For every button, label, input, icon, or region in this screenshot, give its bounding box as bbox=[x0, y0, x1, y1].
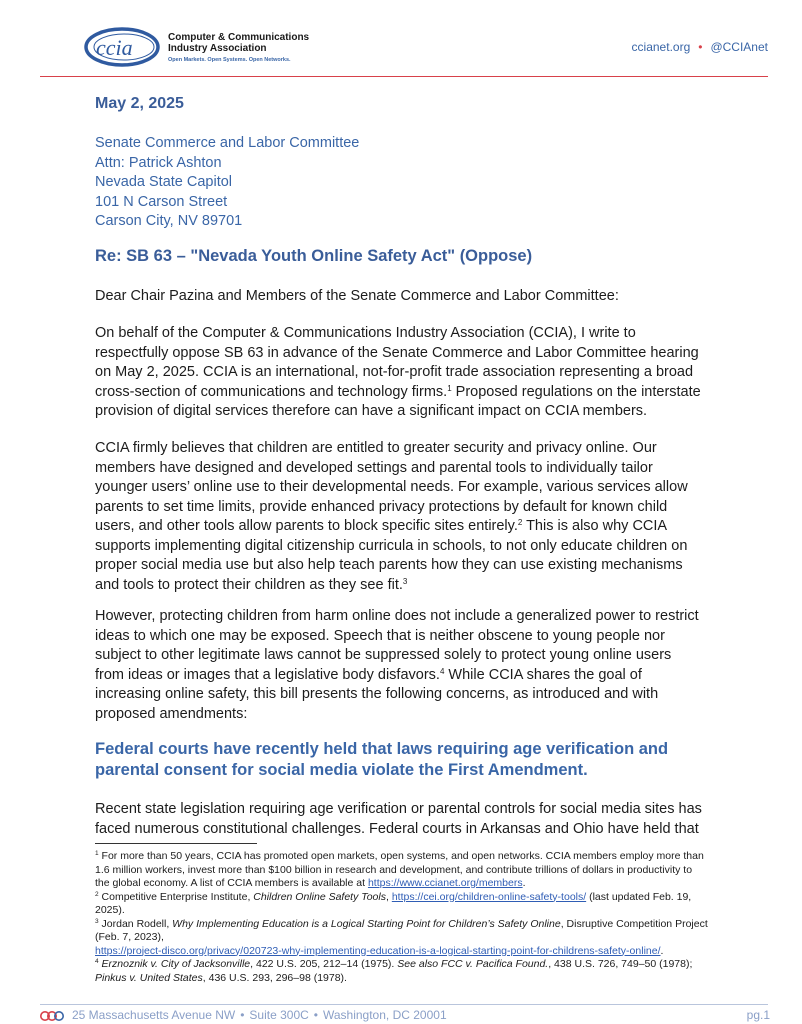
footnote-text: Competitive Enterprise Institute, bbox=[98, 890, 254, 903]
paragraph-3 bbox=[95, 607, 715, 724]
footer-suite: Suite 300C bbox=[249, 1008, 309, 1022]
text-line: CCIA firmly believes that children are entitled to greater security and privacy online. Our bbox=[95, 440, 657, 456]
cei-link[interactable]: https://cei.org/children-online-safety-tools/ bbox=[391, 890, 587, 903]
footnote-line bbox=[95, 958, 725, 972]
org-name-line2: Industry Association bbox=[168, 43, 267, 54]
page-number: pg.1 bbox=[746, 1008, 770, 1022]
salutation bbox=[95, 287, 715, 307]
footnote-title: Why Implementing Education is a Logical Starting Point for Children’s Safety Online bbox=[172, 917, 561, 930]
footnote-line bbox=[95, 945, 725, 959]
text-line: supports implementing digital citizenship curricula in schools, to not only educate children on bbox=[95, 537, 688, 554]
letterhead bbox=[0, 0, 802, 78]
org-name-line1: Computer & Communications bbox=[168, 32, 310, 43]
footnote-text: For more than 50 years, CCIA has promoted open markets, open systems, and open networks. CCIA members employ more than bbox=[98, 850, 704, 862]
footnote-line: 2025). bbox=[95, 904, 125, 916]
footnote-number: 4 bbox=[95, 958, 99, 965]
ccia-footer-logo-icon bbox=[40, 1010, 64, 1022]
text-line: faced numerous constitutional challenges. Federal courts in Arkansas and Ohio have held that bbox=[95, 820, 699, 837]
footnote-2 bbox=[95, 891, 725, 918]
text-line: provision of digital services therefore can have a significant impact on CCIA members. bbox=[95, 403, 648, 419]
text-line: parents to set time limits, provide enhanced privacy protections by default for known child bbox=[95, 498, 668, 515]
footnote-number: 2 bbox=[95, 890, 99, 898]
section-heading bbox=[95, 739, 668, 781]
text-line bbox=[95, 576, 715, 596]
address-line: 101 N Carson Street bbox=[95, 193, 228, 210]
text-line: Recent state legislation requiring age verification or parental controls for social media sites has bbox=[95, 801, 702, 817]
recipient-address bbox=[95, 134, 359, 232]
text-line: subject to other legitimate laws cannot be suppressed solely to protect young online users bbox=[95, 647, 672, 663]
text-line: proposed amendments: bbox=[95, 705, 248, 722]
members-link[interactable]: https://www.ccianet.org/members bbox=[367, 877, 523, 889]
footnote-line bbox=[95, 972, 725, 986]
page-footer bbox=[40, 1008, 770, 1024]
org-tagline: Open Markets. Open Systems. Open Networks. bbox=[168, 57, 291, 63]
footnote-line bbox=[95, 850, 725, 864]
text-line bbox=[95, 383, 715, 403]
text-segment: cross-section of communications and technology firms. bbox=[95, 383, 448, 400]
text-line: on May 2, 2025. CCIA is an international, not-for-profit trade association representing a broad bbox=[95, 364, 694, 380]
header-divider bbox=[40, 76, 768, 77]
text-segment: from ideas or images that a legislative body disfavors. bbox=[95, 666, 440, 683]
footnote-ref-1[interactable]: 1 bbox=[447, 383, 452, 393]
text-line: increasing online safety, this bill presents the following concerns, as introduced and with bbox=[95, 686, 659, 702]
text-segment: users, and other tools allow parents to block specific sites entirely. bbox=[95, 518, 518, 534]
footnote-line: 1.6 million workers, invest more than $100 billion in research and development, and contribute trillions of dollars in productivity to bbox=[95, 863, 693, 876]
address-line: Nevada State Capitol bbox=[95, 174, 233, 190]
footer-street: 25 Massachusetts Avenue NW bbox=[72, 1008, 236, 1022]
text-line bbox=[95, 666, 715, 686]
footnote-text: , 438 U.S. 726, 749–50 (1978); bbox=[548, 958, 693, 970]
disco-link[interactable]: https://project-disco.org/privacy/020723-why-implementing-education-is-a-logical-starting-point-for-childrens-safety-online/ bbox=[95, 944, 661, 957]
ccia-logo bbox=[84, 26, 164, 68]
footnote-text: , 436 U.S. 293, 296–98 (1978). bbox=[202, 971, 347, 984]
footnote-line bbox=[95, 918, 725, 932]
website-link[interactable]: ccianet.org bbox=[631, 40, 691, 54]
heading-line: parental consent for social media violate the First Amendment. bbox=[95, 761, 588, 779]
text-segment: and tools to protect their children as they see fit. bbox=[95, 576, 403, 593]
footnote-4 bbox=[95, 958, 725, 985]
footnote-line bbox=[95, 877, 725, 891]
svg-text:ccia: ccia bbox=[96, 35, 133, 60]
text-line: younger users’ online use to their developmental needs. For example, various services allow bbox=[95, 479, 688, 495]
text-line: members have designed and developed settings and parental tools to individually tailor bbox=[95, 459, 653, 476]
paragraph-1 bbox=[95, 324, 715, 422]
text-line: On behalf of the Computer & Communications Industry Association (CCIA), I write to bbox=[95, 325, 636, 341]
footnote-text: , 422 U.S. 205, 212–14 (1975). bbox=[250, 958, 398, 970]
footnote-ref-3[interactable]: 3 bbox=[402, 576, 408, 586]
text-line: However, protecting children from harm online does not include a generalized power to restrict bbox=[95, 608, 699, 624]
address-line: Attn: Patrick Ashton bbox=[95, 154, 222, 171]
footnote-line: (Feb. 7, 2023), bbox=[95, 931, 164, 943]
footnote-divider bbox=[95, 843, 257, 844]
text-segment: Proposed regulations on the interstate bbox=[451, 383, 701, 400]
separator-dot: • bbox=[698, 40, 703, 54]
twitter-link[interactable]: @CCIAnet bbox=[710, 40, 768, 54]
footer-city: Washington, DC 20001 bbox=[322, 1008, 447, 1022]
text-line: ideas to which one may be exposed. Speech that is neither obscene to young people nor bbox=[95, 627, 665, 644]
footnote-ref-4[interactable]: 4 bbox=[439, 666, 445, 676]
footer-address bbox=[72, 1008, 447, 1022]
footnote-text: . bbox=[660, 944, 664, 957]
footnote-number: 3 bbox=[95, 917, 99, 925]
header-links bbox=[632, 40, 768, 54]
subject-line: Re: SB 63 – "Nevada Youth Online Safety Act" (Oppose) bbox=[95, 247, 533, 265]
footnote-text: (last updated Feb. 19, bbox=[586, 890, 692, 903]
footer-separator: • bbox=[240, 1008, 245, 1022]
paragraph-2 bbox=[95, 439, 715, 595]
footnote-number: 1 bbox=[95, 850, 99, 857]
text-segment: This is also why CCIA bbox=[522, 518, 668, 534]
heading-line: Federal courts have recently held that laws requiring age verification and bbox=[95, 740, 669, 758]
text-line: respectfully oppose SB 63 in advance of the Senate Commerce and Labor Committee hearing bbox=[95, 344, 699, 361]
paragraph-4 bbox=[95, 800, 715, 839]
footnote-title: Children Online Safety Tools bbox=[253, 890, 386, 903]
text-line: proper social media use but also help teach parents how they can use existing mechanisms bbox=[95, 557, 683, 573]
salutation-text: Dear Chair Pazina and Members of the Senate Commerce and Labor Committee: bbox=[95, 288, 619, 304]
case-name: Pinkus v. United States bbox=[95, 971, 203, 984]
footnotes bbox=[95, 850, 725, 985]
org-name-block bbox=[168, 32, 309, 63]
footnote-ref-2[interactable]: 2 bbox=[517, 518, 523, 527]
footer-divider bbox=[40, 1004, 768, 1005]
footnote-text: . bbox=[522, 877, 526, 889]
footnote-3 bbox=[95, 918, 725, 959]
address-line: Senate Commerce and Labor Committee bbox=[95, 135, 360, 151]
letter-date: May 2, 2025 bbox=[95, 95, 184, 112]
footnote-text: Jordan Rodell, bbox=[98, 917, 173, 930]
text-line bbox=[95, 517, 715, 537]
footnote-1 bbox=[95, 850, 725, 891]
footnote-line bbox=[95, 891, 725, 905]
footnote-text: the global economy. A list of CCIA members is available at bbox=[95, 877, 368, 889]
footer-separator: • bbox=[313, 1008, 318, 1022]
footnote-text: , bbox=[385, 890, 392, 903]
case-name: See also FCC v. Pacifica Found. bbox=[397, 958, 549, 970]
address-line: Carson City, NV 89701 bbox=[95, 213, 243, 229]
case-name: Erznoznik v. City of Jacksonville bbox=[98, 958, 251, 970]
footnote-text: , Disruptive Competition Project bbox=[560, 917, 708, 930]
text-segment: While CCIA shares the goal of bbox=[444, 666, 642, 683]
